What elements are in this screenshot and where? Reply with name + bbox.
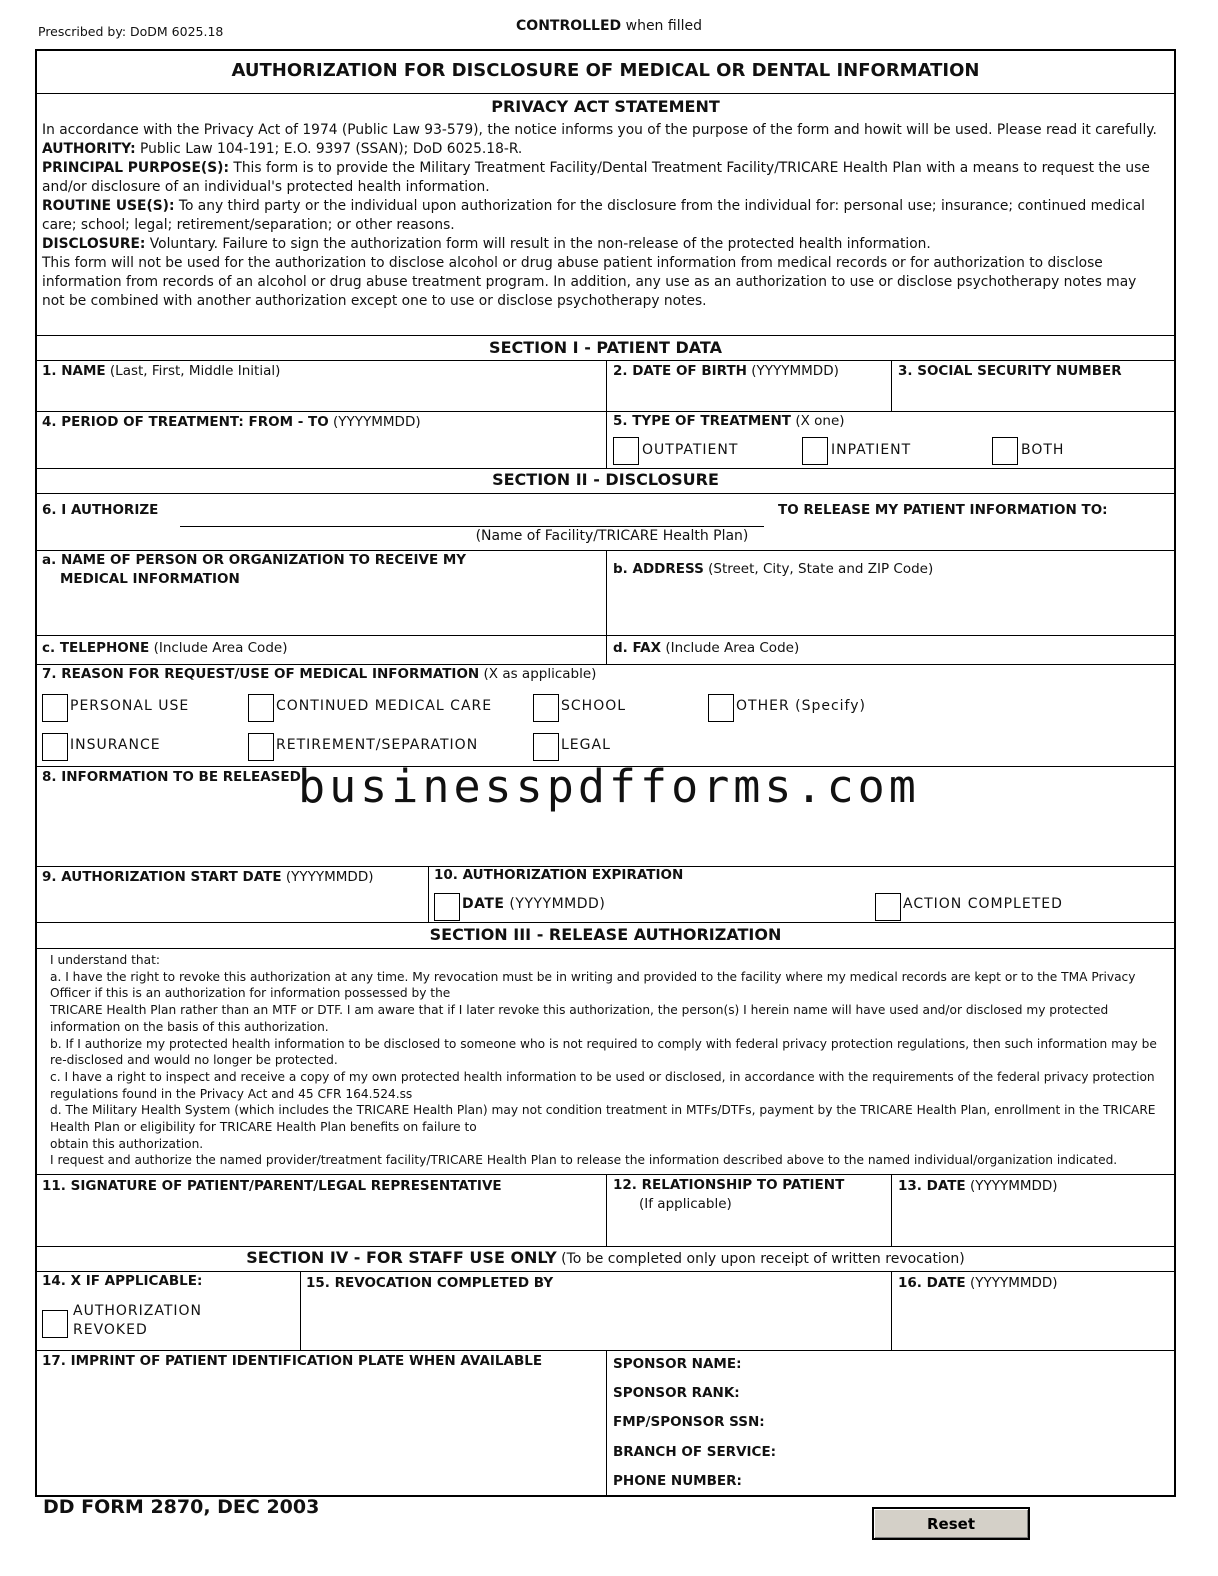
action-completed-label: ACTION COMPLETED [903, 896, 1063, 912]
form-title: AUTHORIZATION FOR DISCLOSURE OF MEDICAL OR DENTAL INFORMATION [231, 60, 980, 81]
relationship-hint: (If applicable) [639, 1196, 732, 1212]
action-completed-checkbox[interactable] [875, 893, 901, 921]
personal-use-checkbox[interactable] [42, 694, 68, 722]
section1-title: SECTION I - PATIENT DATA [489, 338, 722, 357]
school-checkbox[interactable] [533, 694, 559, 722]
recipient-label[interactable]: a. NAME OF PERSON OR ORGANIZATION TO RECEIVE MY [42, 552, 467, 568]
reason-label: 7. REASON FOR REQUEST/USE OF MEDICAL INFORMATION (X as applicable) [42, 666, 597, 682]
other-label: OTHER (Specify) [736, 698, 866, 714]
section2-title: SECTION II - DISCLOSURE [492, 470, 719, 489]
start-date-label[interactable]: 9. AUTHORIZATION START DATE (YYYYMMDD) [42, 869, 374, 885]
authorization-revoked-label-1: AUTHORIZATION [73, 1303, 203, 1319]
facility-hint: (Name of Facility/TRICARE Health Plan) [475, 528, 749, 544]
outpatient-label: OUTPATIENT [642, 442, 739, 458]
personal-use-label: PERSONAL USE [70, 698, 190, 714]
insurance-label: INSURANCE [70, 737, 161, 753]
both-checkbox[interactable] [992, 437, 1018, 465]
privacy-disclosure: DISCLOSURE: Voluntary. Failure to sign the authorization form will result in the non-release of the protected health information. [42, 236, 931, 252]
exp-date-label: DATE (YYYYMMDD) [462, 896, 606, 912]
inpatient-label: INPATIENT [831, 442, 912, 458]
privacy-routine-use: ROUTINE USE(S): To any third party or the individual upon authorization for the disclosure from the individual for: personal use; insurance; continued medical care; school; legal; retirement/separation; or other reasons. [42, 198, 1145, 233]
retirement-label: RETIREMENT/SEPARATION [276, 737, 479, 753]
insurance-checkbox[interactable] [42, 733, 68, 761]
other-checkbox[interactable] [708, 694, 734, 722]
revocation-completed-label[interactable]: 15. REVOCATION COMPLETED BY [306, 1275, 554, 1291]
sponsor-rank-label[interactable]: SPONSOR RANK: [613, 1385, 740, 1401]
legal-checkbox[interactable] [533, 733, 559, 761]
school-label: SCHOOL [561, 698, 627, 714]
recipient-label-2: MEDICAL INFORMATION [60, 571, 240, 587]
release-to-label: TO RELEASE MY PATIENT INFORMATION TO: [778, 502, 1108, 518]
watermark: businesspdfforms.com [298, 760, 920, 813]
signature-date-label[interactable]: 13. DATE (YYYYMMDD) [898, 1178, 1058, 1194]
ssn-label[interactable]: 3. SOCIAL SECURITY NUMBER [898, 363, 1122, 379]
retirement-checkbox[interactable] [248, 733, 274, 761]
authorization-revoked-label-2: REVOKED [73, 1322, 148, 1338]
prescribed-by: Prescribed by: DoDM 6025.18 [38, 24, 224, 39]
privacy-closing: This form will not be used for the authorization to disclose alcohol or drug abuse patient information from medical records or for authorization to disclose information from records of an alcohol or drug abuse treatment program. In addition, any use as an authorization to use or disclose psychotherapy notes may not be combined with another authorization except one to use or disclose psychotherapy notes. [42, 255, 1137, 309]
phone-label[interactable]: PHONE NUMBER: [613, 1473, 742, 1489]
x-if-applicable-label: 14. X IF APPLICABLE: [42, 1273, 203, 1289]
privacy-statement [42, 121, 1162, 311]
release-terms: I understand that: a. I have the right to revoke this authorization at any time. My revocation must be in writing and provided to the facility where my medical records are kept or to the TMA Privacy Officer if this is an authorization for information possessed by the TRICARE Health Plan rather than an MTF or DTF. I am aware that if I later revoke this authorization, the person(s) I herein name will have used and/or disclosed my protected information on the basis of this authorization. b. If I authorize my protected health information to be disclosed to someone who is not required to comply with federal privacy protection regulations, then such information may be re-disclosed and would no longer be protected. c. I have a right to inspect and receive a copy of my own protected health information to be used or disclosed, in accordance with the requirements of the federal privacy protection regulations found in the Privacy Act and 45 CFR 164.524.ss d. The Military Health System (which includes the TRICARE Health Plan) may not condition treatment in MTFs/DTFs, payment by the TRICARE Health Plan, enrollment in the TRICARE Health Plan or eligibility for TRICARE Health Plan benefits on failure to obtain this authorization. I request and authorize the named provider/treatment facility/TRICARE Health Plan to release the information described above to the named individual/organization indicated. [50, 953, 1157, 1168]
fax-label[interactable]: d. FAX (Include Area Code) [613, 640, 800, 656]
dob-label[interactable]: 2. DATE OF BIRTH (YYYYMMDD) [613, 363, 839, 379]
telephone-label[interactable]: c. TELEPHONE (Include Area Code) [42, 640, 288, 656]
signature-label[interactable]: 11. SIGNATURE OF PATIENT/PARENT/LEGAL REPRESENTATIVE [42, 1178, 502, 1194]
privacy-authority: AUTHORITY: Public Law 104-191; E.O. 9397 (SSAN); DoD 6025.18-R. [42, 141, 523, 157]
period-label[interactable]: 4. PERIOD OF TREATMENT: FROM - TO (YYYYMMDD) [42, 414, 421, 430]
reset-button[interactable]: Reset [872, 1507, 1030, 1540]
controlled-word: CONTROLLED [516, 18, 622, 34]
privacy-purpose: PRINCIPAL PURPOSE(S): This form is to provide the Military Treatment Facility/Dental Treatment Facility/TRICARE Health Plan with a means to request the use and/or disclosure of an individual's protected health information. [42, 160, 1150, 195]
form-id: DD FORM 2870, DEC 2003 [43, 1496, 320, 1518]
fmp-ssn-label[interactable]: FMP/SPONSOR SSN: [613, 1414, 765, 1430]
privacy-intro: In accordance with the Privacy Act of 1974 (Public Law 93-579), the notice informs you of the purpose of the form and howit will be used. Please read it carefully. [42, 122, 1157, 138]
outpatient-checkbox[interactable] [613, 437, 639, 465]
legal-label: LEGAL [561, 737, 611, 753]
section3-title: SECTION III - RELEASE AUTHORIZATION [429, 925, 782, 944]
controlled-rest: when filled [621, 18, 702, 34]
controlled-notice [0, 18, 1218, 34]
authorize-label: 6. I AUTHORIZE [42, 502, 159, 518]
revocation-date-label[interactable]: 16. DATE (YYYYMMDD) [898, 1275, 1058, 1291]
type-label: 5. TYPE OF TREATMENT (X one) [613, 413, 845, 429]
facility-line[interactable] [180, 526, 764, 527]
section4-title: SECTION IV - FOR STAFF USE ONLY (To be completed only upon receipt of written revocation) [246, 1248, 965, 1267]
exp-date-checkbox[interactable] [434, 893, 460, 921]
inpatient-checkbox[interactable] [802, 437, 828, 465]
branch-label[interactable]: BRANCH OF SERVICE: [613, 1444, 777, 1460]
info-released-label[interactable]: 8. INFORMATION TO BE RELEASED [42, 769, 301, 785]
imprint-label[interactable]: 17. IMPRINT OF PATIENT IDENTIFICATION PLATE WHEN AVAILABLE [42, 1353, 543, 1369]
address-label[interactable]: b. ADDRESS (Street, City, State and ZIP Code) [613, 561, 934, 577]
relationship-label[interactable]: 12. RELATIONSHIP TO PATIENT [613, 1177, 845, 1193]
name-label[interactable]: 1. NAME (Last, First, Middle Initial) [42, 363, 281, 379]
both-label: BOTH [1021, 442, 1065, 458]
sponsor-name-label[interactable]: SPONSOR NAME: [613, 1356, 742, 1372]
continued-care-label: CONTINUED MEDICAL CARE [276, 698, 493, 714]
continued-care-checkbox[interactable] [248, 694, 274, 722]
privacy-title: PRIVACY ACT STATEMENT [491, 97, 720, 116]
authorization-revoked-checkbox[interactable] [42, 1310, 68, 1338]
expiration-label: 10. AUTHORIZATION EXPIRATION [434, 867, 684, 883]
